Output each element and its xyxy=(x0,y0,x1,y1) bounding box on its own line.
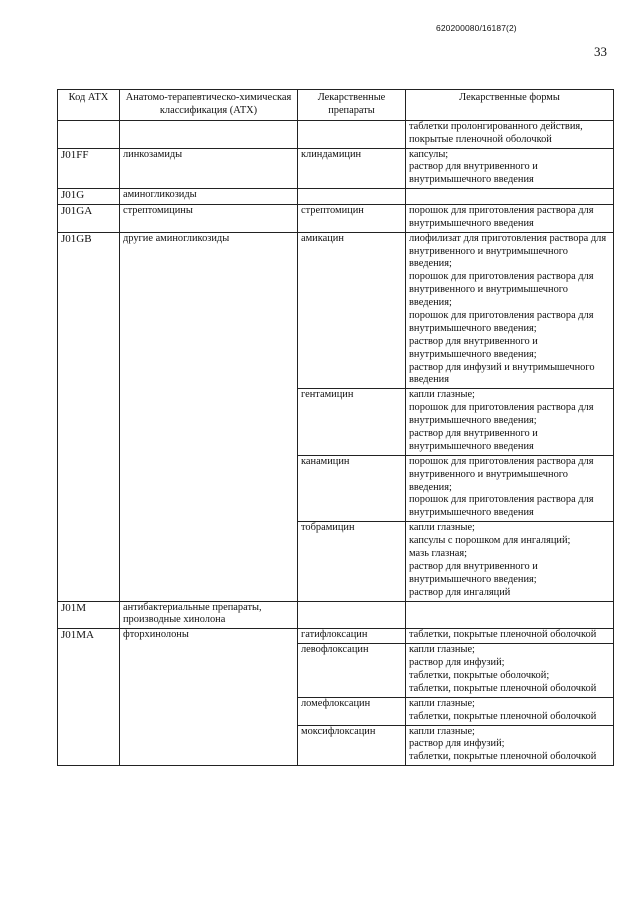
dosage-form-item: капли глазные; xyxy=(409,697,475,709)
column-header-classification: Анатомо-терапевтическо-химическая классификация (АТХ) xyxy=(120,90,298,121)
column-header-code: Код АТХ xyxy=(58,90,120,121)
dosage-form-item: порошок для приготовления раствора для внутримышечного введения; xyxy=(409,402,594,427)
atx-classification-cell: другие аминогликозиды xyxy=(120,232,298,601)
table-header-row xyxy=(58,90,614,121)
drug-name-cell xyxy=(298,189,406,205)
atx-classification-cell: фторхинолоны xyxy=(120,629,298,766)
drug-name-cell: тобрамицин xyxy=(298,522,406,601)
dosage-form-item: таблетки, покрытые оболочкой; xyxy=(409,670,550,682)
table-body xyxy=(58,120,614,765)
atx-code-cell: J01M xyxy=(58,601,120,629)
dosage-form-item: лиофилизат для приготовления раствора для внутривенного и внутримышечного введения; xyxy=(409,232,607,270)
drug-name-cell: левофлоксацин xyxy=(298,644,406,698)
atx-code-cell: J01GB xyxy=(58,232,120,601)
atx-code-cell xyxy=(58,120,120,148)
dosage-forms-cell xyxy=(406,601,614,629)
dosage-form-item: порошок для приготовления раствора для внутривенного и внутримышечного введения; xyxy=(409,455,594,493)
atx-classification-cell: линкозамиды xyxy=(120,148,298,189)
dosage-forms-cell xyxy=(406,455,614,521)
dosage-form-item: порошок для приготовления раствора для внутримышечного введения xyxy=(409,494,594,519)
dosage-form-item: раствор для ингаляций xyxy=(409,586,511,598)
atx-classification-cell: аминогликозиды xyxy=(120,189,298,205)
dosage-form-item: раствор для внутривенного и внутримышечного введения xyxy=(409,428,538,452)
drug-name-cell: канамицин xyxy=(298,455,406,521)
drug-name-cell: гатифлоксацин xyxy=(298,629,406,644)
atx-code-cell: J01G xyxy=(58,189,120,205)
dosage-forms-cell xyxy=(406,204,614,232)
dosage-forms-cell xyxy=(406,644,614,698)
table-row xyxy=(58,189,614,205)
table-row xyxy=(58,232,614,389)
atx-code-cell: J01GA xyxy=(58,204,120,232)
dosage-form-item: раствор для инфузий и внутримышечного введения xyxy=(409,361,595,386)
dosage-form-item: капсулы с порошком для ингаляций; xyxy=(409,535,571,547)
dosage-form-item: таблетки, покрытые пленочной оболочкой xyxy=(409,751,597,763)
atx-classification-cell xyxy=(120,120,298,148)
dosage-forms-cell xyxy=(406,120,614,148)
dosage-form-item: капсулы; xyxy=(409,148,449,160)
dosage-form-item: раствор для внутривенного и внутримышечного введения xyxy=(409,161,538,186)
dosage-form-item: капли глазные; xyxy=(409,389,475,401)
dosage-form-item: порошок для приготовления раствора для внутримышечного введения; xyxy=(409,309,594,334)
atx-classification-cell: антибактериальные препараты, производные хинолона xyxy=(120,601,298,629)
drug-name-cell: стрептомицин xyxy=(298,204,406,232)
atx-code-cell: J01FF xyxy=(58,148,120,189)
atx-classification-cell: стрептомицины xyxy=(120,204,298,232)
dosage-forms-cell xyxy=(406,522,614,601)
table-row xyxy=(58,148,614,189)
dosage-form-item: раствор для внутривенного и внутримышечного введения; xyxy=(409,335,538,360)
drug-name-cell: ломефлоксацин xyxy=(298,697,406,725)
table-row xyxy=(58,629,614,644)
drug-name-cell xyxy=(298,601,406,629)
dosage-forms-cell xyxy=(406,629,614,644)
dosage-forms-cell xyxy=(406,148,614,189)
dosage-form-item: раствор для инфузий; xyxy=(409,738,505,750)
dosage-forms-cell xyxy=(406,189,614,205)
dosage-forms-cell xyxy=(406,232,614,389)
dosage-form-item: капли глазные; xyxy=(409,644,475,656)
dosage-form-item: капли глазные; xyxy=(409,725,475,737)
dosage-form-item: раствор для внутривенного и внутримышечного введения; xyxy=(409,560,538,585)
dosage-form-item: таблетки, покрытые пленочной оболочкой xyxy=(409,629,597,641)
dosage-form-item: таблетки, покрытые пленочной оболочкой xyxy=(409,710,597,722)
drug-name-cell: моксифлоксацин xyxy=(298,725,406,766)
dosage-form-item: порошок для приготовления раствора для внутримышечного введения xyxy=(409,204,594,229)
dosage-forms-cell xyxy=(406,389,614,455)
atx-table xyxy=(57,89,614,766)
dosage-form-item: таблетки, покрытые пленочной оболочкой xyxy=(409,682,597,694)
column-header-forms: Лекарственные формы xyxy=(406,90,614,121)
table-row xyxy=(58,601,614,629)
dosage-form-item: мазь глазная; xyxy=(409,548,468,560)
dosage-forms-cell xyxy=(406,725,614,766)
dosage-forms-cell xyxy=(406,697,614,725)
table-row xyxy=(58,204,614,232)
document-id-stamp: 620200080/16187(2) xyxy=(436,23,517,33)
dosage-form-item: таблетки пролонгированного действия, покрытые пленочной оболочкой xyxy=(409,120,583,145)
drug-name-cell: амикацин xyxy=(298,232,406,389)
drug-name-cell xyxy=(298,120,406,148)
atx-code-cell: J01MA xyxy=(58,629,120,766)
dosage-form-item: порошок для приготовления раствора для внутривенного и внутримышечного введения; xyxy=(409,271,594,309)
drug-name-cell: клиндамицин xyxy=(298,148,406,189)
page-number: 33 xyxy=(594,44,607,59)
column-header-drugs: Лекарственные препараты xyxy=(298,90,406,121)
dosage-form-item: раствор для инфузий; xyxy=(409,657,505,669)
dosage-form-item: капли глазные; xyxy=(409,522,475,534)
table-row xyxy=(58,120,614,148)
drug-name-cell: гентамицин xyxy=(298,389,406,455)
